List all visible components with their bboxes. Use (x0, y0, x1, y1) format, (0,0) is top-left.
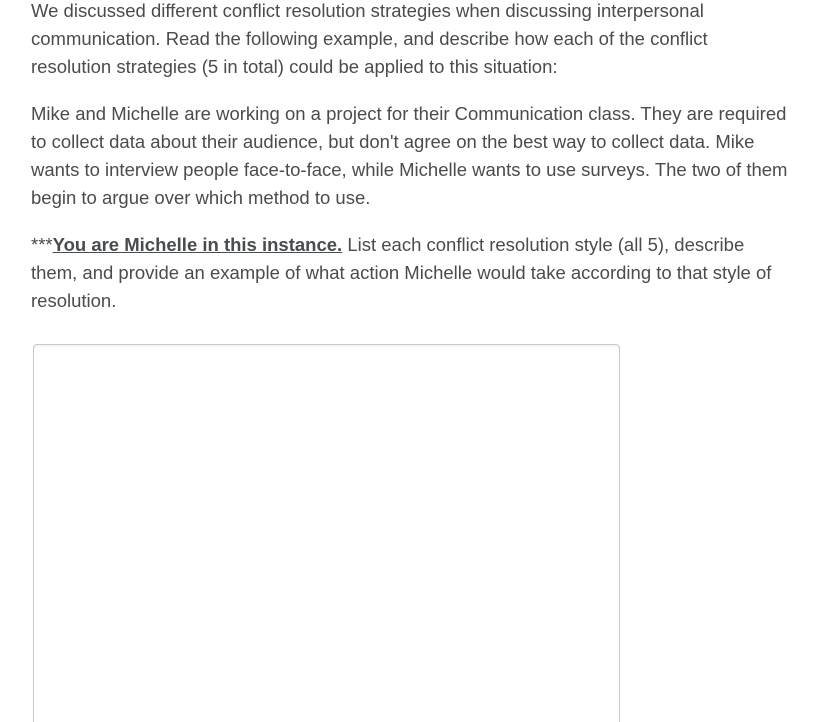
question-scenario: Mike and Michelle are working on a project for their Communication class. They are required to collect data about their audience, but don't agree on the best way to collect data. Mike wants to interview people face-to-face, while Michelle wants to use surveys. The two of them begin to argue over which method to use. (31, 103, 788, 208)
question-text (31, 0, 791, 315)
answer-textarea[interactable] (33, 344, 620, 722)
instruction-rest: List each conflict resolution style (all 5), describe them, and provide an example of what action Michelle would take according to that style of resolution. (31, 234, 772, 311)
instruction-emphasis: You are Michelle in this instance. (52, 234, 343, 255)
question-intro: We discussed different conflict resolution strategies when discussing interpersonal communication. Read the following example, and describe how each of the conflict resolution strategies (5 in total) could be applied to this situation: (31, 0, 708, 77)
question-instruction (31, 231, 791, 315)
instruction-prefix: *** (31, 234, 53, 255)
